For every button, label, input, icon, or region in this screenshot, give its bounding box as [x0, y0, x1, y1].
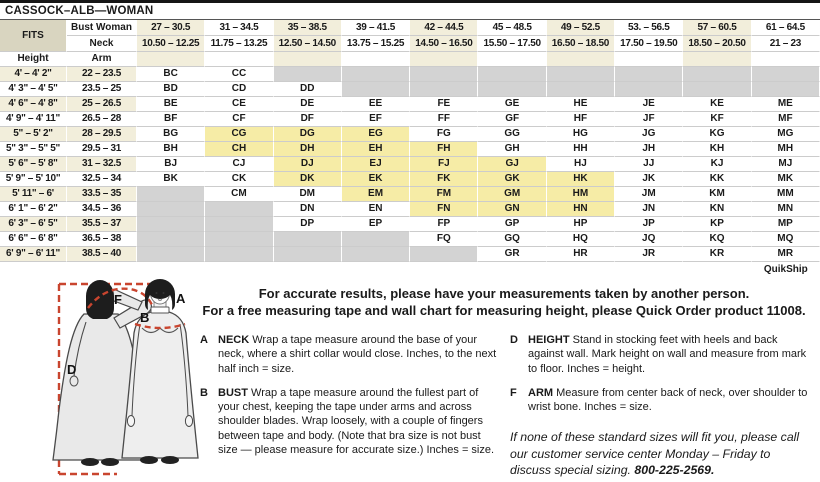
size-code-cell: HG: [547, 127, 615, 142]
size-code-cell: DE: [274, 97, 342, 112]
bust-range-header: 61 – 64.5: [752, 20, 820, 36]
arm-range-cell: 23.5 – 25: [67, 82, 137, 97]
arm-range-cell: 33.5 – 35: [67, 187, 137, 202]
size-code-cell: HJ: [547, 157, 615, 172]
neck-range-header: 21 – 23: [752, 36, 820, 52]
height-range-cell: 6' 1" – 6' 2": [0, 202, 67, 217]
neck-range-header: 12.50 – 14.50: [274, 36, 342, 52]
arm-range-cell: 22 – 23.5: [67, 67, 137, 82]
figure-label-b: B: [140, 310, 150, 325]
size-chart-table: [0, 19, 820, 277]
size-code-cell: HF: [547, 112, 615, 127]
na-cell: [478, 82, 546, 97]
size-code-cell: HR: [547, 247, 615, 262]
na-cell: [274, 247, 342, 262]
arm-range-cell: 26.5 – 28: [67, 112, 137, 127]
size-code-cell: DK: [274, 172, 342, 187]
na-cell: [547, 82, 615, 97]
arm-range-cell: 29.5 – 31: [67, 142, 137, 157]
size-code-cell: BH: [137, 142, 205, 157]
size-code-cell: BE: [137, 97, 205, 112]
size-code-cell: EN: [342, 202, 410, 217]
size-code-cell: MH: [752, 142, 820, 157]
special-sizing-note: [510, 429, 810, 478]
instruction-text: BUST Wrap a tape measure around the fullest part of your chest, keeping the tape under arms and across shoulder blades. Wrap loosely, with a couple of fingers between tape and body. (Note that bra size is not bust size — please measure for accurate size.) Inches = size.: [218, 386, 495, 457]
bust-range-header: 39 – 41.5: [342, 20, 410, 36]
size-code-cell: JR: [615, 247, 683, 262]
size-code-cell: GN: [478, 202, 546, 217]
size-code-cell: DN: [274, 202, 342, 217]
instructions-right-column: [510, 333, 812, 478]
size-code-cell: BC: [137, 67, 205, 82]
size-code-cell: KF: [683, 112, 751, 127]
size-code-cell: GH: [478, 142, 546, 157]
size-code-cell: KR: [683, 247, 751, 262]
na-cell: [683, 67, 751, 82]
instruction-term: BUST: [218, 386, 248, 399]
instruction-item: [200, 333, 502, 376]
na-cell: [410, 67, 478, 82]
instruction-text: NECK Wrap a tape measure around the base of your neck, where a shirt collar would close. Inches, to the next half inch = size.: [218, 334, 497, 375]
arm-range-cell: 32.5 – 34: [67, 172, 137, 187]
intro-text: [188, 285, 820, 319]
na-cell: [274, 67, 342, 82]
na-cell: [752, 67, 820, 82]
height-column-label: Height: [0, 52, 67, 67]
bust-range-header: 49 – 52.5: [547, 20, 615, 36]
size-code-cell: GQ: [478, 232, 546, 247]
neck-range-header: 16.50 – 18.50: [547, 36, 615, 52]
instruction-term: ARM: [528, 386, 554, 399]
arm-range-cell: 25 – 26.5: [67, 97, 137, 112]
size-code-cell: MJ: [752, 157, 820, 172]
arm-range-cell: 28 – 29.5: [67, 127, 137, 142]
size-code-cell: CM: [205, 187, 273, 202]
size-code-cell: BF: [137, 112, 205, 127]
instruction-letter: F: [510, 386, 517, 399]
height-range-cell: 5" 3" – 5" 5": [0, 142, 67, 157]
na-cell: [615, 67, 683, 82]
size-code-cell: JE: [615, 97, 683, 112]
size-code-cell: KG: [683, 127, 751, 142]
instruction-letter: A: [200, 334, 208, 346]
arm-range-cell: 38.5 – 40: [67, 247, 137, 262]
height-range-cell: 6' 6" – 6' 8": [0, 232, 67, 247]
figure-label-a: A: [176, 291, 186, 306]
size-code-cell: DJ: [274, 157, 342, 172]
na-cell: [478, 67, 546, 82]
na-cell: [615, 82, 683, 97]
spacer-cell: [342, 52, 410, 67]
height-range-cell: 5' 9" – 5' 10": [0, 172, 67, 187]
size-code-cell: EM: [342, 187, 410, 202]
na-cell: [205, 247, 273, 262]
size-code-cell: EH: [342, 142, 410, 157]
size-code-cell: MR: [752, 247, 820, 262]
size-code-cell: CC: [205, 67, 273, 82]
spacer-cell: [410, 52, 478, 67]
bust-range-header: 53. – 56.5: [615, 20, 683, 36]
height-range-cell: 4' 9" – 4' 11": [0, 112, 67, 127]
intro-line-1: For accurate results, please have your measurements taken by another person.: [258, 286, 750, 301]
na-cell: [137, 202, 205, 217]
size-code-cell: HH: [547, 142, 615, 157]
na-cell: [137, 217, 205, 232]
bust-range-header: 45 – 48.5: [478, 20, 546, 36]
size-code-cell: JM: [615, 187, 683, 202]
arm-column-label: Arm: [67, 52, 137, 67]
bust-row-label: Bust Woman: [67, 20, 137, 36]
na-cell: [205, 202, 273, 217]
size-code-cell: KJ: [683, 157, 751, 172]
figure-label-f: F: [114, 292, 122, 307]
size-code-cell: FK: [410, 172, 478, 187]
size-code-cell: GR: [478, 247, 546, 262]
size-code-cell: ME: [752, 97, 820, 112]
size-code-cell: MN: [752, 202, 820, 217]
size-code-cell: CJ: [205, 157, 273, 172]
neck-range-header: 14.50 – 16.50: [410, 36, 478, 52]
na-cell: [410, 247, 478, 262]
size-code-cell: JN: [615, 202, 683, 217]
size-code-cell: FE: [410, 97, 478, 112]
size-code-cell: FP: [410, 217, 478, 232]
size-code-cell: DP: [274, 217, 342, 232]
size-code-cell: MM: [752, 187, 820, 202]
size-code-cell: FH: [410, 142, 478, 157]
size-code-cell: FJ: [410, 157, 478, 172]
spacer-cell: [274, 52, 342, 67]
size-code-cell: EP: [342, 217, 410, 232]
size-code-cell: HP: [547, 217, 615, 232]
fits-cell: FITS: [0, 20, 67, 52]
size-code-cell: FN: [410, 202, 478, 217]
na-cell: [205, 217, 273, 232]
na-cell: [342, 82, 410, 97]
intro-line-2: For a free measuring tape and wall chart for measuring height, please Quick Order product 11008.: [202, 303, 806, 319]
quickship-badge: QuikShip: [752, 262, 820, 277]
height-range-cell: 4' 6" – 4' 8": [0, 97, 67, 112]
size-code-cell: JK: [615, 172, 683, 187]
size-code-cell: MQ: [752, 232, 820, 247]
size-code-cell: JF: [615, 112, 683, 127]
bust-range-header: 42 – 44.5: [410, 20, 478, 36]
size-code-cell: BJ: [137, 157, 205, 172]
neck-range-header: 11.75 – 13.25: [205, 36, 273, 52]
neck-range-header: 17.50 – 19.50: [615, 36, 683, 52]
spacer-cell: [137, 52, 205, 67]
size-code-cell: KN: [683, 202, 751, 217]
height-range-cell: 4' 3" – 4' 5": [0, 82, 67, 97]
height-range-cell: 5' 11" – 6': [0, 187, 67, 202]
size-code-cell: KE: [683, 97, 751, 112]
instruction-text: ARM Measure from center back of neck, over shoulder to wrist bone. Inches = size.: [528, 386, 808, 414]
measurement-figure-illustration: [2, 278, 202, 482]
size-code-cell: EJ: [342, 157, 410, 172]
size-code-cell: FQ: [410, 232, 478, 247]
na-cell: [274, 232, 342, 247]
arm-range-cell: 34.5 – 36: [67, 202, 137, 217]
size-code-cell: JG: [615, 127, 683, 142]
size-code-cell: KH: [683, 142, 751, 157]
na-cell: [137, 247, 205, 262]
phone-number: 800-225-2569.: [634, 462, 715, 477]
size-code-cell: MG: [752, 127, 820, 142]
neck-range-header: 18.50 – 20.50: [683, 36, 751, 52]
instruction-item: [510, 333, 812, 376]
arm-range-cell: 35.5 – 37: [67, 217, 137, 232]
size-code-cell: DH: [274, 142, 342, 157]
size-code-cell: EF: [342, 112, 410, 127]
size-code-cell: GJ: [478, 157, 546, 172]
instructions-left-column: [200, 333, 502, 467]
instruction-term: NECK: [218, 334, 250, 346]
figure-label-d: D: [67, 362, 77, 377]
na-cell: [205, 232, 273, 247]
size-code-cell: MF: [752, 112, 820, 127]
instruction-item: [510, 386, 812, 415]
spacer-cell: [478, 52, 546, 67]
size-code-cell: FM: [410, 187, 478, 202]
blank-cell: [0, 262, 752, 277]
height-range-cell: 5' 6" – 5' 8": [0, 157, 67, 172]
size-code-cell: GG: [478, 127, 546, 142]
bust-range-header: 27 – 30.5: [137, 20, 205, 36]
spacer-cell: [547, 52, 615, 67]
size-code-cell: GE: [478, 97, 546, 112]
size-code-cell: FG: [410, 127, 478, 142]
chart-title: CASSOCK–ALB—WOMAN: [5, 5, 154, 17]
size-code-cell: HM: [547, 187, 615, 202]
size-code-cell: MP: [752, 217, 820, 232]
size-code-cell: CG: [205, 127, 273, 142]
size-code-cell: DG: [274, 127, 342, 142]
size-code-cell: DD: [274, 82, 342, 97]
size-code-cell: GP: [478, 217, 546, 232]
note-text: If none of these standard sizes will fit you, please call our customer service center Monday – Friday to discuss special sizing.: [510, 430, 800, 477]
na-cell: [342, 232, 410, 247]
size-code-cell: EK: [342, 172, 410, 187]
size-code-cell: DF: [274, 112, 342, 127]
na-cell: [137, 187, 205, 202]
na-cell: [410, 82, 478, 97]
na-cell: [342, 67, 410, 82]
spacer-cell: [683, 52, 751, 67]
size-code-cell: JQ: [615, 232, 683, 247]
size-code-cell: KM: [683, 187, 751, 202]
size-code-cell: BD: [137, 82, 205, 97]
neck-range-header: 10.50 – 12.25: [137, 36, 205, 52]
na-cell: [137, 232, 205, 247]
bust-range-header: 35 – 38.5: [274, 20, 342, 36]
size-code-cell: KQ: [683, 232, 751, 247]
size-code-cell: GK: [478, 172, 546, 187]
size-code-cell: HK: [547, 172, 615, 187]
neck-range-header: 13.75 – 15.25: [342, 36, 410, 52]
size-code-cell: GF: [478, 112, 546, 127]
size-code-cell: HE: [547, 97, 615, 112]
spacer-cell: [205, 52, 273, 67]
size-code-cell: BG: [137, 127, 205, 142]
spacer-cell: [752, 52, 820, 67]
height-range-cell: 6' 3" – 6' 5": [0, 217, 67, 232]
size-code-cell: CF: [205, 112, 273, 127]
size-code-cell: DM: [274, 187, 342, 202]
instruction-term: HEIGHT: [528, 334, 570, 346]
instruction-item: [200, 386, 502, 457]
instruction-letter: D: [510, 334, 518, 346]
size-code-cell: CK: [205, 172, 273, 187]
size-code-cell: KK: [683, 172, 751, 187]
neck-range-header: 15.50 – 17.50: [478, 36, 546, 52]
bust-range-header: 31 – 34.5: [205, 20, 273, 36]
na-cell: [342, 247, 410, 262]
size-code-cell: CH: [205, 142, 273, 157]
na-cell: [683, 82, 751, 97]
na-cell: [752, 82, 820, 97]
height-range-cell: 4' – 4' 2": [0, 67, 67, 82]
size-code-cell: BK: [137, 172, 205, 187]
size-code-cell: GM: [478, 187, 546, 202]
arm-range-cell: 31 – 32.5: [67, 157, 137, 172]
size-code-cell: CD: [205, 82, 273, 97]
size-code-cell: FF: [410, 112, 478, 127]
size-code-cell: JH: [615, 142, 683, 157]
size-code-cell: JP: [615, 217, 683, 232]
size-code-cell: KP: [683, 217, 751, 232]
arm-range-cell: 36.5 – 38: [67, 232, 137, 247]
na-cell: [547, 67, 615, 82]
size-code-cell: CE: [205, 97, 273, 112]
instruction-text: HEIGHT Stand in stocking feet with heels and back against wall. Mark height on wall and measure from mark to floor. Inches = height.: [528, 334, 807, 375]
spacer-cell: [615, 52, 683, 67]
bust-range-header: 57 – 60.5: [683, 20, 751, 36]
size-code-cell: EG: [342, 127, 410, 142]
size-code-cell: HQ: [547, 232, 615, 247]
size-code-cell: MK: [752, 172, 820, 187]
size-code-cell: EE: [342, 97, 410, 112]
height-range-cell: 6' 9" – 6' 11": [0, 247, 67, 262]
size-code-cell: HN: [547, 202, 615, 217]
size-code-cell: JJ: [615, 157, 683, 172]
instruction-letter: B: [200, 386, 208, 399]
height-range-cell: 5" – 5' 2": [0, 127, 67, 142]
neck-row-label: Neck: [67, 36, 137, 52]
